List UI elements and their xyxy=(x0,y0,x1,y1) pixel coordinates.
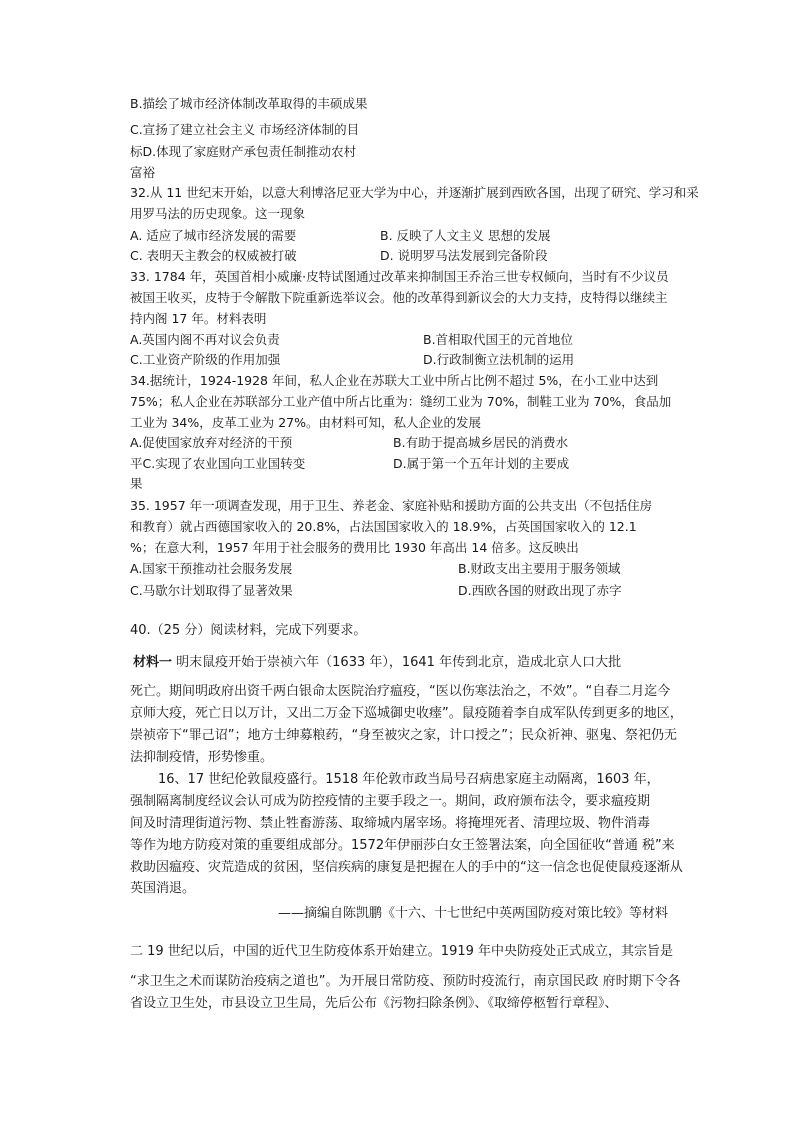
paragraph-london-line6: 英国消退。 xyxy=(130,881,196,896)
q34-option-d: D.属于第一个五年计划的主要成 xyxy=(393,456,570,471)
q32-option-a: A. 适应了城市经济发展的需要 xyxy=(130,228,297,243)
material-one-text: 明末鼠疫开始于崇祯六年（1633 年），1641 年传到北京，造成北京人口大批 xyxy=(172,655,622,670)
q31-option-c-line1: C.宣扬了建立社会主义 市场经济体制的目 xyxy=(130,122,360,137)
q33-stem-line2: 被国王收买，皮特于令解散下院重新选举议会。他的改革得到新议会的大力支持，皮特得以继续主 xyxy=(130,290,668,305)
paragraph-london-line1: 16、17 世纪伦敦鼠疫盛行。1518 年伦敦市政当局号召病患家庭主动隔离，1603 年， xyxy=(158,772,660,787)
paragraph-london-line5: 救助因瘟疫、灾荒造成的贫困，坚信疾病的康复是把握在人的手中的“这一信念也促使鼠疫逐渐从 xyxy=(130,860,683,875)
q34-stem-line1: 34.据统计，1924-1928 年间，私人企业在苏联大工业中所占比例不超过 5%，在小工业中达到 xyxy=(130,373,659,388)
q40-title: 40.（25 分）阅读材料，完成下列要求。 xyxy=(130,623,367,638)
q33-option-b: B.首相取代国王的元首地位 xyxy=(423,332,574,347)
material-one-line5: 法抑制疫情，形势惨重。 xyxy=(130,750,274,765)
material-one-line4: 崇祯帝下“罪己诏”；地方士绅募粮药，“身至被灾之家，计口授之”；民众祈神、驱鬼、祭祀仍无 xyxy=(130,728,677,743)
q33-option-c: C.工业资产阶级的作用加强 xyxy=(130,352,281,367)
q33-stem-line1: 33. 1784 年，英国首相小威廉·皮特试图通过改革来抑制国王乔治三世专权倾向，当时有不少议员 xyxy=(130,269,669,284)
q35-stem-line2: 和教育）就占西德国家收入的 20.8%，占法国国家收入的 18.9%，占英国国家收入的 12.1 xyxy=(130,519,637,534)
paragraph-london-line4: 等作为地方防疫对策的重要组成部分。1572年伊丽莎白女王签署法案，向全国征收“普通 税”来 xyxy=(130,838,675,853)
q35-stem-line1: 35. 1957 年一项调查发现，用于卫生、养老金、家庭补贴和援助方面的公共支出（不包括住房 xyxy=(130,498,653,513)
material-two-line1: 二 19 世纪以后，中国的近代卫生防疫体系开始建立。1919 年中央防疫处正式成立，其宗旨是 xyxy=(130,944,674,959)
q32-stem-line2: 用罗马法的历史现象。这一现象 xyxy=(130,206,306,221)
material-source-citation: ——摘编自陈凯鹏《十六、十七世纪中英两国防疫对策比较》等材料 xyxy=(277,906,668,921)
q32-stem-line1: 32.从 11 世纪末开始，以意大利博洛尼亚大学为中心，并逐渐扩展到西欧各国，出现了研究、学习和采 xyxy=(130,185,699,200)
material-one-line3: 京师大疫，死亡日以万计，又出二万金下巡城御史收瘗”。鼠疫随着李自成军队传到更多的地区， xyxy=(130,706,683,721)
q35-option-b: B.财政支出主要用于服务领域 xyxy=(458,561,621,576)
q35-stem-line3: %；在意大利，1957 年用于社会服务的费用比 1930 年高出 14 倍多。这反映出 xyxy=(130,540,579,555)
paragraph-london-line2: 强制隔离制度经议会认可成为防控疫情的主要手段之一。期间，政府颁布法令，要求瘟疫期 xyxy=(130,794,651,809)
q31-option-c-d-line: 标D.体现了家庭财产承包责任制推动农村 xyxy=(130,144,357,159)
q34-option-d-tail: 果 xyxy=(130,476,143,491)
q33-stem-line3: 持内阁 17 年。材料表明 xyxy=(130,311,267,326)
q35-option-a: A.国家干预推动社会服务发展 xyxy=(130,561,293,576)
q35-option-c: C.马歇尔计划取得了显著效果 xyxy=(130,583,293,598)
material-two-line2: “求卫生之术而谋防治疫病之道也”。为开展日常防疫、预防时疫流行，南京国民政 府时期下令各 xyxy=(130,974,681,989)
material-one-line1 xyxy=(133,654,621,672)
q34-option-a: A.促使国家放弃对经济的干预 xyxy=(130,435,293,450)
q32-option-c: C. 表明天主教会的权威被打破 xyxy=(130,248,297,263)
q35-option-d: D.西欧各国的财政出现了赤字 xyxy=(458,583,622,598)
q34-stem-line2: 75%；私人企业在苏联部分工业产值中所占比重为：缝纫工业为 70%，制鞋工业为 70%，食品加 xyxy=(130,394,672,409)
material-one-line2: 死亡。期间明政府出资千两白银命太医院治疗瘟疫，“医以伤寒法治之，不效”。“自春二月迄今 xyxy=(130,684,671,699)
q31-option-d-line2: 富裕 xyxy=(130,165,156,180)
q34-option-b: B.有助于提高城乡居民的消费水 xyxy=(393,435,569,450)
paragraph-london-line3: 间及时清理街道污物、禁止牲畜游荡、取缔城内屠宰场。将掩埋死者、清理垃圾、物件消毒 xyxy=(130,816,651,831)
q33-option-a: A.英国内阁不再对议会负责 xyxy=(130,332,280,347)
q32-option-b: B. 反映了人文主义 思想的发展 xyxy=(380,228,551,243)
q32-option-d: D. 说明罗马法发展到完备阶段 xyxy=(380,248,548,263)
material-one-label: 材料一 xyxy=(133,655,173,670)
q31-option-b: B.描绘了城市经济体制改革取得的丰硕成果 xyxy=(130,96,368,111)
material-two-line3: 省设立卫生处，市县设立卫生局，先后公布《污物扫除条例》、《取缔停柩暂行章程》、 xyxy=(130,996,618,1011)
q34-stem-line3: 工业为 34%，皮革工业为 27%。由材料可知，私人企业的发展 xyxy=(130,415,482,430)
q33-option-d: D.行政制衡立法机制的运用 xyxy=(423,352,575,367)
q34-option-c: 平C.实现了农业国向工业国转变 xyxy=(130,456,306,471)
